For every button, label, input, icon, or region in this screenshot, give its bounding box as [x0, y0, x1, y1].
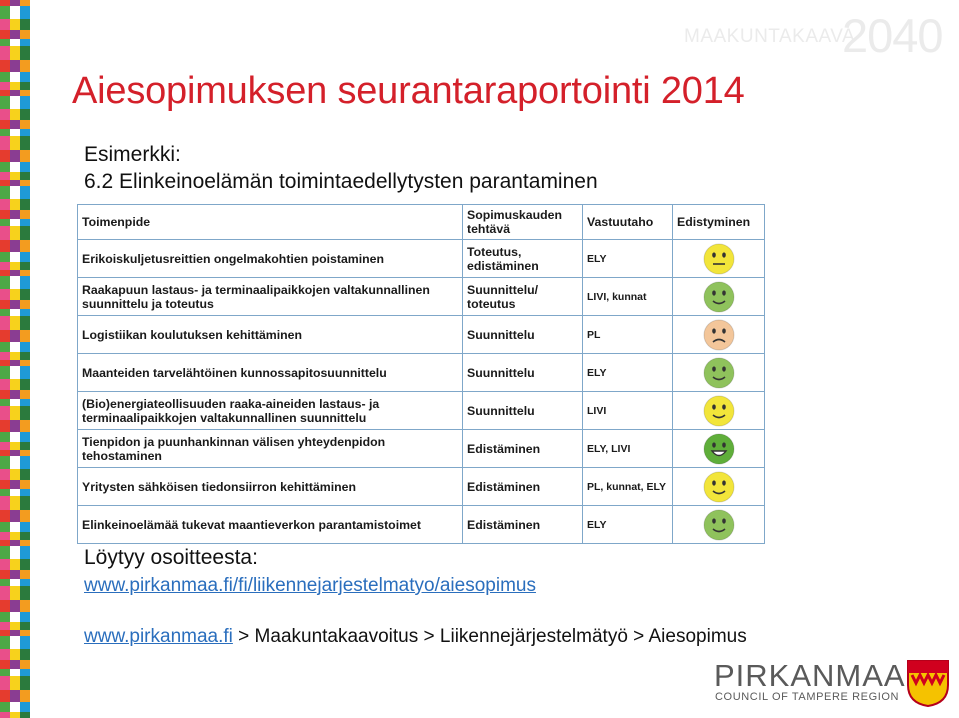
cell-vastuutaho: ELY, LIVI	[583, 430, 673, 468]
smiley-face-icon	[702, 356, 736, 390]
org-name: PIRKANMAA	[714, 658, 906, 693]
cell-tehtava: Edistäminen	[463, 430, 583, 468]
cell-toimenpide: Logistiikan koulutuksen kehittäminen	[78, 316, 463, 354]
smiley-face-icon	[702, 280, 736, 314]
smiley-face-icon	[702, 508, 736, 542]
cell-edistyminen	[673, 392, 765, 430]
cell-tehtava: Toteutus, edistäminen	[463, 240, 583, 278]
table-row	[78, 240, 765, 278]
decorative-stripe	[0, 0, 30, 718]
cell-edistyminen	[673, 468, 765, 506]
cell-vastuutaho: PL, kunnat, ELY	[583, 468, 673, 506]
aiesopimus-link[interactable]: www.pirkanmaa.fi/fi/liikennejarjestelmatyo/aiesopimus	[84, 575, 536, 596]
table-row	[78, 430, 765, 468]
table-row	[78, 392, 765, 430]
cell-edistyminen	[673, 430, 765, 468]
org-subtitle: COUNCIL OF TAMPERE REGION	[715, 691, 900, 703]
table-row	[78, 468, 765, 506]
neutral-face-icon	[702, 242, 736, 276]
cell-vastuutaho: ELY	[583, 506, 673, 544]
progress-table	[77, 204, 765, 544]
org-logo	[714, 658, 906, 704]
smiley-face-icon	[702, 470, 736, 504]
cell-vastuutaho: ELY	[583, 240, 673, 278]
coat-of-arms-icon	[906, 659, 950, 707]
brand-text: MAAKUNTAKAAVA	[684, 26, 856, 47]
cell-toimenpide: Tienpidon ja puunhankinnan välisen yhteydenpidon tehostaminen	[78, 430, 463, 468]
cell-toimenpide: Elinkeinoelämää tukevat maantieverkon parantamistoimet	[78, 506, 463, 544]
example-label: Esimerkki:	[84, 143, 181, 166]
cell-tehtava: Suunnittelu	[463, 354, 583, 392]
table-row	[78, 354, 765, 392]
header-edistyminen: Edistyminen	[673, 205, 765, 240]
cell-toimenpide: Erikoiskuljetusreittien ongelmakohtien poistaminen	[78, 240, 463, 278]
example-heading: 6.2 Elinkeinoelämän toimintaedellytysten parantaminen	[84, 170, 598, 193]
header-tehtava: Sopimuskauden tehtävä	[463, 205, 583, 240]
navigation-path-text: > Maakuntakaavoitus > Liikennejärjestelmätyö > Aiesopimus	[232, 626, 747, 647]
cell-tehtava: Edistäminen	[463, 506, 583, 544]
cell-tehtava: Suunnittelu/ toteutus	[463, 278, 583, 316]
smiley-face-icon	[702, 394, 736, 428]
navigation-path	[84, 626, 747, 648]
cell-tehtava: Edistäminen	[463, 468, 583, 506]
brand-watermark	[684, 8, 954, 62]
header-toimenpide: Toimenpide	[78, 205, 463, 240]
cell-toimenpide: (Bio)energiateollisuuden raaka-aineiden lastaus- ja terminaalipaikkojen valtakunnallinen suunnittelu	[78, 392, 463, 430]
cell-tehtava: Suunnittelu	[463, 316, 583, 354]
cell-edistyminen	[673, 278, 765, 316]
smiley-face-icon	[702, 432, 736, 466]
cell-vastuutaho: ELY	[583, 354, 673, 392]
cell-edistyminen	[673, 506, 765, 544]
table-header-row	[78, 205, 765, 240]
table-row	[78, 278, 765, 316]
cell-edistyminen	[673, 240, 765, 278]
table-row	[78, 506, 765, 544]
found-label: Löytyy osoitteesta:	[84, 546, 258, 569]
cell-vastuutaho: PL	[583, 316, 673, 354]
cell-tehtava: Suunnittelu	[463, 392, 583, 430]
page-title: Aiesopimuksen seurantaraportointi 2014	[72, 70, 745, 112]
cell-vastuutaho: LIVI, kunnat	[583, 278, 673, 316]
cell-toimenpide: Raakapuun lastaus- ja terminaalipaikkojen valtakunnallinen suunnittelu ja toteutus	[78, 278, 463, 316]
pirkanmaa-link[interactable]: www.pirkanmaa.fi	[84, 626, 233, 647]
table-row	[78, 316, 765, 354]
cell-toimenpide: Maanteiden tarvelähtöinen kunnossapitosuunnittelu	[78, 354, 463, 392]
brand-year: 2040	[842, 9, 943, 62]
header-vastuutaho: Vastuutaho	[583, 205, 673, 240]
cell-toimenpide: Yritysten sähköisen tiedonsiirron kehittäminen	[78, 468, 463, 506]
sad-face-icon	[702, 318, 736, 352]
cell-edistyminen	[673, 316, 765, 354]
cell-vastuutaho: LIVI	[583, 392, 673, 430]
cell-edistyminen	[673, 354, 765, 392]
